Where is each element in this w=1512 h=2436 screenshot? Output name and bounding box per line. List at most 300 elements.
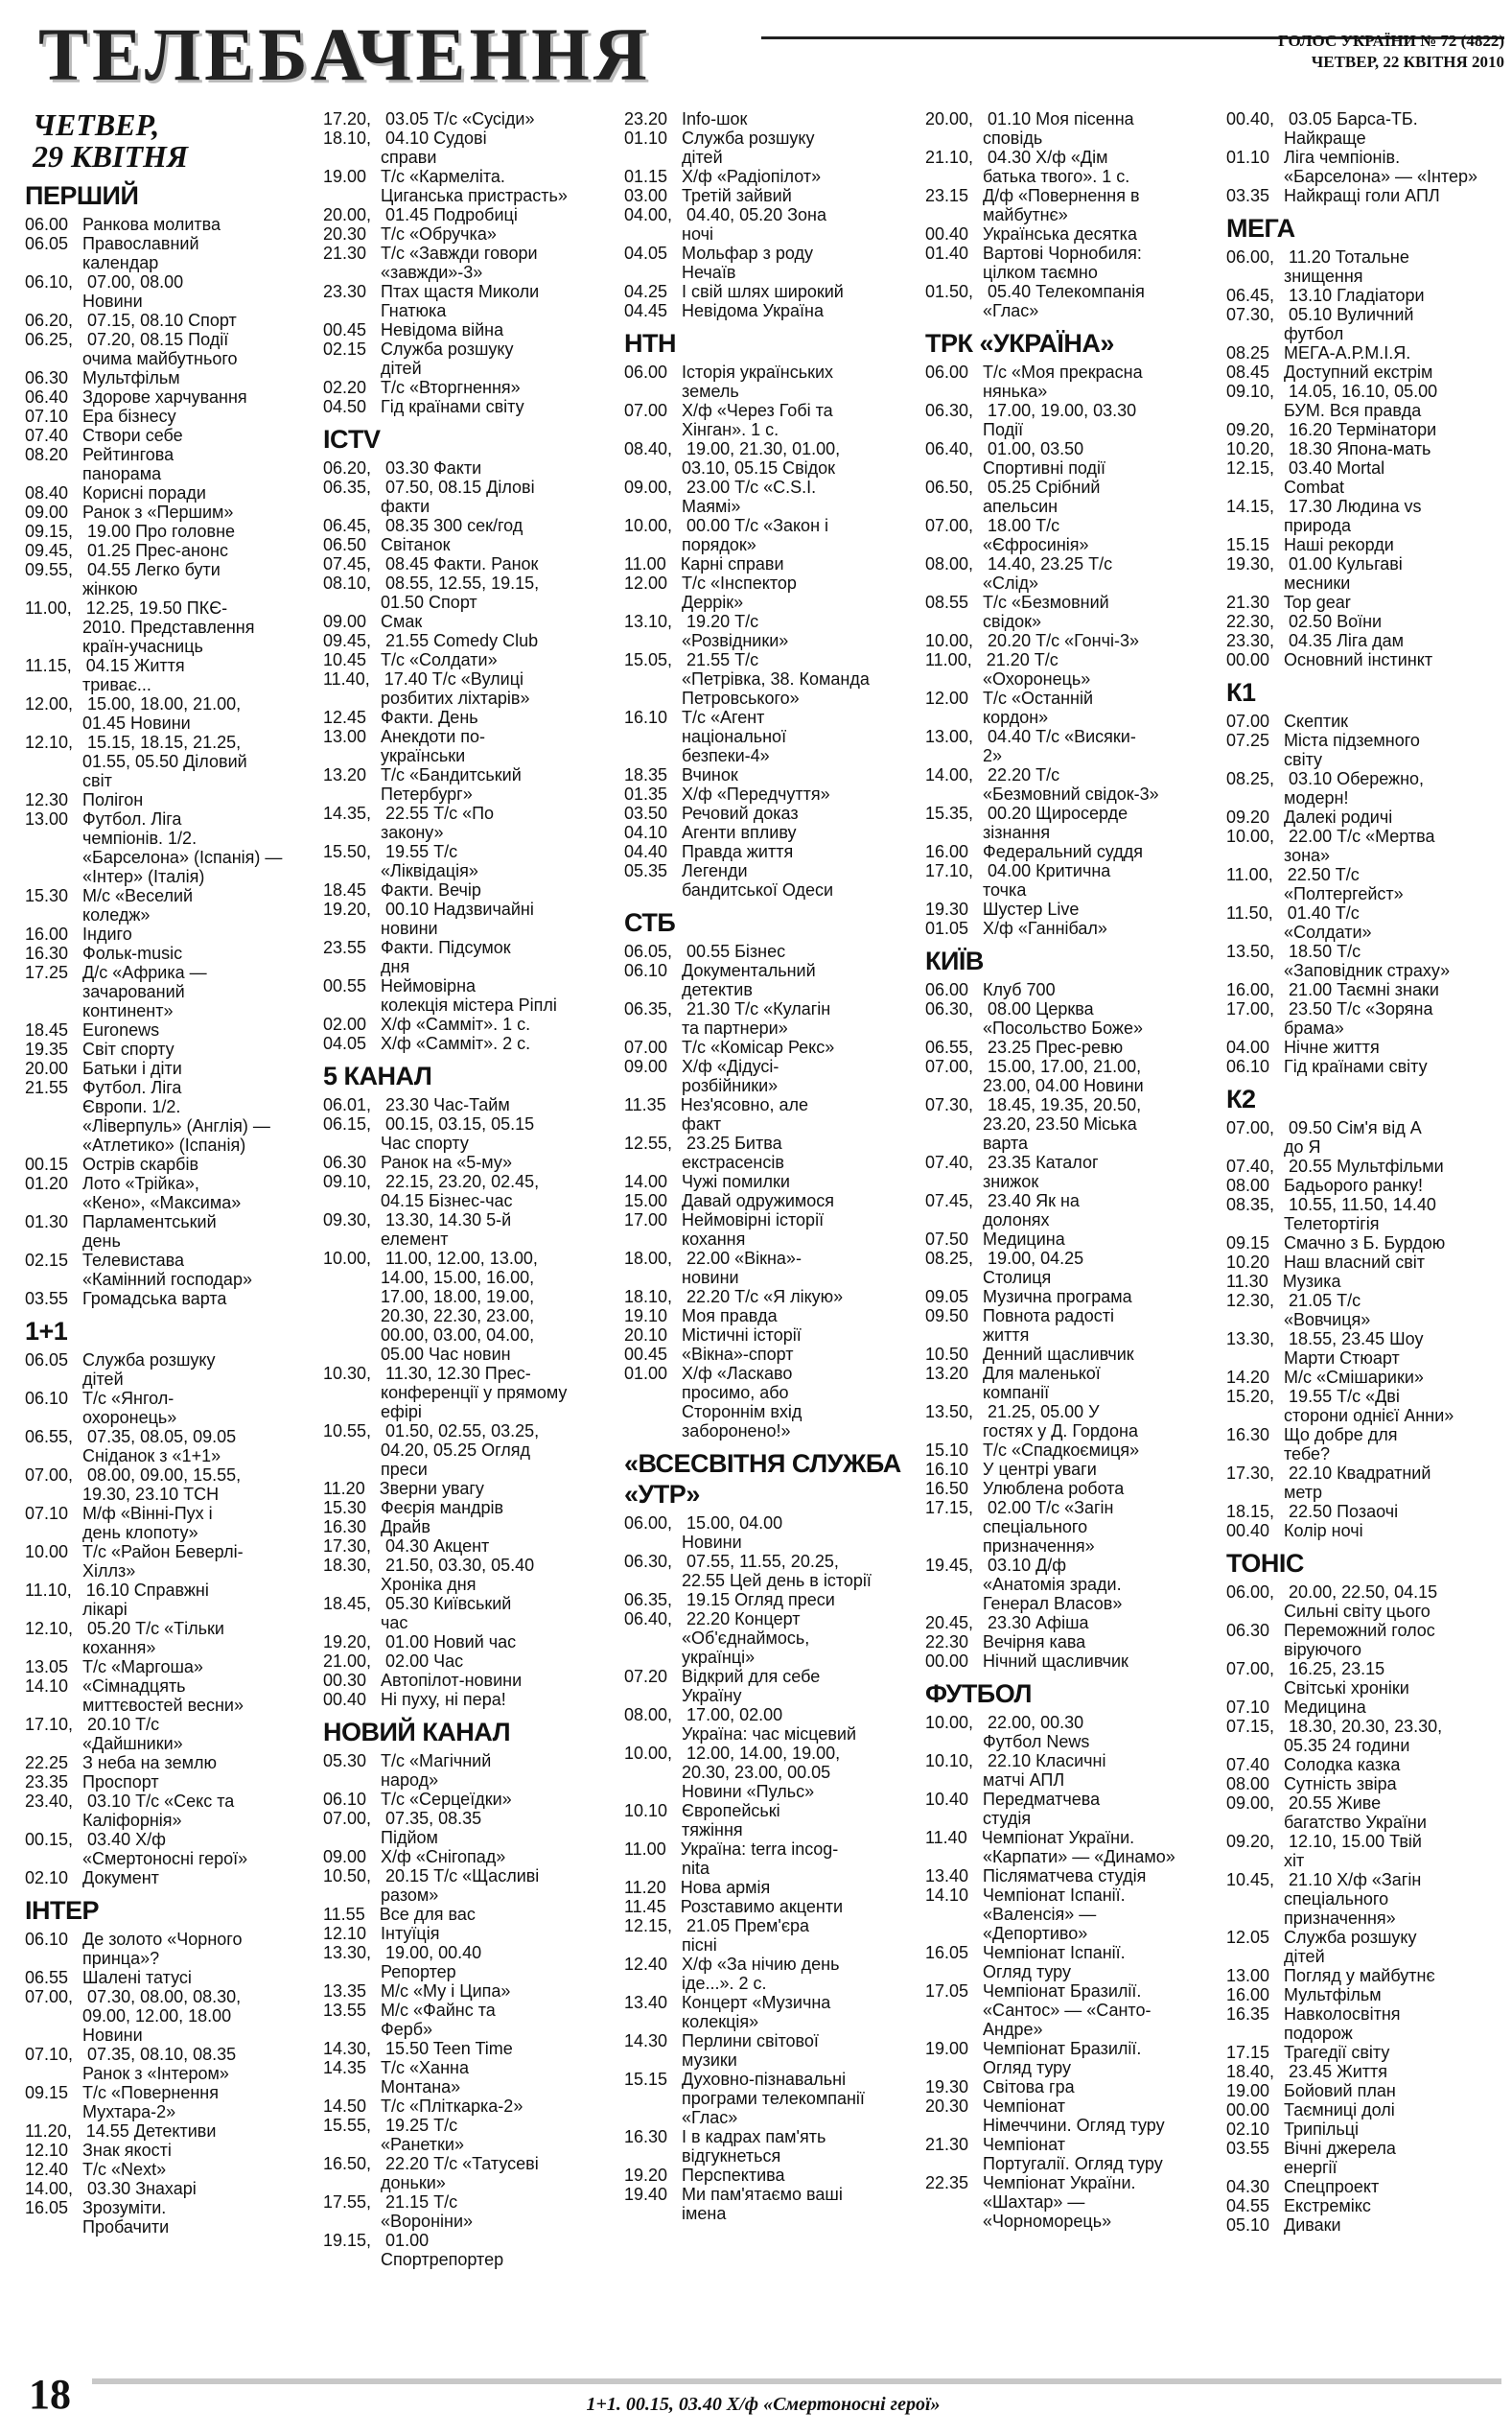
program-entry: 13.40 Післяматчева студія (925, 1866, 1147, 1886)
channel-name: НТН (624, 329, 676, 358)
program-entry: 12.10, 05.20 Т/с «Тільки кохання» (25, 1619, 224, 1657)
program-entry: 06.35, 07.50, 08.15 Ділові факти (323, 478, 535, 516)
program-entry: 12.30 Полігон (25, 790, 144, 809)
program-entry: 09.15, 19.00 Про головне (25, 522, 236, 541)
program-entry: 01.10 Служба розшуку дітей (624, 129, 815, 167)
program-entry: 15.30 М/с «Веселий коледж» (25, 886, 194, 925)
channel-block (1226, 213, 1501, 669)
program-entry: 05.30 Т/с «Магічний народ» (323, 1751, 492, 1790)
program-entry: 06.55 Шалені татусі (25, 1968, 192, 1987)
program-entry: 06.55, 23.25 Прес-ревю (925, 1038, 1124, 1057)
program-entry: 02.20 Т/с «Вторгнення» (323, 378, 521, 397)
program-entry: 00.00 Основний інстинкт (1226, 650, 1433, 669)
program-entry: 02.00 Х/ф «Самміт». 1 с. (323, 1015, 531, 1034)
program-entry: 15.50, 19.55 Т/с «Ліквідація» (323, 842, 478, 880)
program-entry: 06.45, 08.35 300 сек/год (323, 516, 523, 535)
program-entry: 11.20, 14.55 Детективи (25, 2121, 217, 2141)
program-entry: 09.20, 16.20 Термінатори (1226, 420, 1437, 439)
program-entry: 20.00, 01.10 Моя пісенна сповідь (925, 109, 1134, 148)
program-entry: 06.10 Документальний детектив (624, 961, 816, 999)
program-entry: 21.30 Чемпіонат Португалії. Огляд туру (925, 2135, 1163, 2173)
program-entry: 12.05 Служба розшуку дітей (1226, 1928, 1417, 1966)
program-entry: 16.30 І в кадрах пам'ять відгукнеться (624, 2127, 826, 2166)
program-entry: 17.15, 02.00 Т/с «Загін спеціального призначення» (925, 1498, 1114, 1556)
program-entry: 20.30 Т/с «Обручка» (323, 224, 497, 244)
program-entry: 08.25, 19.00, 04.25 Столиця (925, 1249, 1084, 1287)
program-entry: 01.35 Х/ф «Передчуття» (624, 785, 830, 804)
day-heading-weekday: ЧЕТВЕР, (33, 109, 160, 142)
program-entry: 17.10, 04.00 Критична точка (925, 861, 1111, 900)
channel-block (323, 109, 614, 416)
program-entry: 23.40, 03.10 Т/с «Секс та Каліфорнія» (25, 1792, 235, 1830)
program-entry: 19.20, 01.00 Новий час (323, 1632, 517, 1651)
program-entry: 11.40 Чемпіонат України. «Карпати» — «Динамо» (925, 1828, 1175, 1866)
program-entry: 00.40 Колір ночі (1226, 1521, 1363, 1540)
channel-block (1226, 1084, 1501, 1540)
program-entry: 06.00, 20.00, 22.50, 04.15 Сильні світу цього (1226, 1582, 1438, 1621)
program-entry: 06.01, 23.30 Час-Тайм (323, 1095, 510, 1114)
program-entry: 04.50 Гід країнами світу (323, 397, 524, 416)
program-entry: 12.45 Факти. День (323, 708, 478, 727)
program-entry: 15.05, 21.55 Т/с «Петрівка, 38. Команда Петровського» (624, 650, 870, 708)
program-entry: 13.30, 18.55, 23.45 Шоу Марти Стюарт (1226, 1329, 1424, 1368)
program-entry: 19.30 Світова гра (925, 2077, 1075, 2096)
program-entry: 16.00, 21.00 Таємні знаки (1226, 980, 1439, 999)
program-entry: 07.15, 18.30, 20.30, 23.30, 05.35 24 години (1226, 1717, 1443, 1755)
program-entry: 09.05 Музична програма (925, 1287, 1132, 1306)
program-entry: 00.45 «Вікна»-спорт (624, 1345, 794, 1364)
section-title: ТЕЛЕБАЧЕННЯ (38, 12, 652, 96)
program-entry: 07.00, 07.30, 08.00, 08.30, 09.00, 12.00, 18.00 Новини (25, 1987, 242, 2045)
channel-block (25, 180, 313, 1308)
program-entry: 08.00 Сутність звіра (1226, 1774, 1397, 1793)
program-entry: 13.55 М/с «Файнс та Ферб» (323, 2001, 496, 2039)
issue-info (1278, 31, 1504, 73)
program-entry: 12.40 Х/ф «За нічию день іде...». 2 с. (624, 1955, 840, 1993)
program-entry: 01.50, 05.40 Телекомпанія «Глас» (925, 282, 1145, 320)
program-entry: 07.25 Міста підземного світу (1226, 731, 1420, 769)
program-entry: 13.00 Погляд у майбутнє (1226, 1966, 1435, 1985)
program-entry: 07.00, 09.50 Сім'я від А до Я (1226, 1118, 1422, 1157)
program-entry: 23.20 Info-шок (624, 109, 748, 129)
program-entry: 09.00 Ранок з «Першим» (25, 503, 234, 522)
program-entry: 10.00, 11.00, 12.00, 13.00, 14.00, 15.00, 16.00, 17.00, 18.00, 19.00, 20.30, 22.30, 23.00, 00.00, 03.00, 04.00, 05.00 Час новин (323, 1249, 538, 1364)
channel-block (1226, 677, 1501, 1076)
program-entry: 13.20 Для маленької компанії (925, 1364, 1101, 1402)
program-entry: 06.15, 00.15, 03.15, 05.15 Час спорту (323, 1114, 535, 1153)
program-entry: 04.25 І свій шлях широкий (624, 282, 844, 301)
program-entry: 12.15, 21.05 Прем'єра пісні (624, 1916, 810, 1955)
program-entry: 02.10 Документ (25, 1868, 159, 1887)
channel-name: СТБ (624, 908, 676, 937)
program-entry: 09.00 Смак (323, 612, 423, 631)
program-entry: 07.10 Медицина (1226, 1698, 1366, 1717)
program-entry: 15.20, 19.55 Т/с «Дві сторони однієї Анни» (1226, 1387, 1454, 1425)
program-entry: 06.40, 22.20 Концерт «Об'єднаймось, українці» (624, 1609, 810, 1667)
channel-name: К2 (1226, 1085, 1256, 1113)
program-entry: 09.45, 01.25 Прес-анонс (25, 541, 228, 560)
program-entry: 06.00 Історія українських земель (624, 363, 834, 401)
program-entry: 06.50, 05.25 Срібний апельсин (925, 478, 1101, 516)
channel-block (25, 1895, 313, 2237)
channel-name: 1+1 (25, 1317, 68, 1346)
program-entry: 23.55 Факти. Підсумок дня (323, 938, 511, 976)
program-entry: 06.30, 08.00 Церква «Посольство Боже» (925, 999, 1143, 1038)
program-entry: 10.00, 20.20 Т/с «Гончі-3» (925, 631, 1139, 650)
program-entry: 14.00 Чужі помилки (624, 1172, 790, 1191)
program-entry: 06.30 Мультфільм (25, 368, 180, 387)
program-entry: 09.00, 23.00 Т/с «C.S.I. Маямі» (624, 478, 817, 516)
program-entry: 07.40, 23.35 Каталог знижок (925, 1153, 1099, 1191)
program-entry: 17.25 Д/с «Африка — зачарований континент» (25, 963, 207, 1020)
program-entry: 12.15, 03.40 Mortal Combat (1226, 458, 1385, 497)
program-entry: 16.00 Мультфільм (1226, 1985, 1382, 2004)
program-entry: 06.30 Переможний голос віруючого (1226, 1621, 1435, 1659)
program-entry: 08.00 Бадьорого ранку! (1226, 1176, 1424, 1195)
program-entry: 12.40 Т/с «Next» (25, 2160, 167, 2179)
issue-number: ГОЛОС УКРАЇНИ № 72 (4822) (1278, 32, 1504, 50)
masthead (33, 13, 1504, 96)
program-entry: 21.55 Футбол. Ліга Європи. 1/2. «Ліверпуль» (Англія) — «Атлетико» (Іспанія) (25, 1078, 270, 1155)
program-entry: 18.40, 23.45 Життя (1226, 2062, 1388, 2081)
program-entry: 10.55, 01.50, 02.55, 03.25, 04.20, 05.25 Огляд преси (323, 1421, 540, 1479)
tv-listings (25, 109, 1501, 2355)
channel-name: 5 КАНАЛ (323, 1062, 432, 1090)
program-entry: 15.15 Наші рекорди (1226, 535, 1394, 554)
program-entry: 13.05 Т/с «Маргоша» (25, 1657, 203, 1676)
program-entry: 15.30 Феєрія мандрів (323, 1498, 504, 1517)
program-entry: 22.30, 02.50 Воїни (1226, 612, 1383, 631)
program-entry: 19.00 Чемпіонат Бразилії. Огляд туру (925, 2039, 1142, 2077)
program-entry: 16.10 Т/с «Агент національної безпеки-4» (624, 708, 787, 765)
column-1 (25, 109, 313, 2355)
program-entry: 07.00 Т/с «Комісар Рекс» (624, 1038, 835, 1057)
program-entry: 09.30, 13.30, 14.30 5-й елемент (323, 1210, 512, 1249)
program-entry: 04.00 Нічне життя (1226, 1038, 1380, 1057)
program-entry: 21.10, 04.30 Х/ф «Дім батька твого». 1 с. (925, 148, 1130, 186)
program-entry: 11.00, 12.25, 19.50 ПКЄ- 2010. Представлення країн-учасниць (25, 598, 255, 656)
channel-name: ICTV (323, 425, 381, 454)
program-entry: 19.10 Моя правда (624, 1306, 778, 1325)
program-entry: 09.50 Повнота радості життя (925, 1306, 1114, 1345)
program-entry: 17.20, 03.05 Т/с «Сусіди» (323, 109, 535, 129)
program-entry: 16.50 Улюблена робота (925, 1479, 1125, 1498)
program-entry: 01.30 Парламентський день (25, 1212, 217, 1251)
program-entry: 11.00, 21.20 Т/с «Охоронець» (925, 650, 1091, 689)
program-entry: 19.40 Ми пам'ятаємо ваші імена (624, 2185, 843, 2223)
program-entry: 21.30 Т/с «Завжди говори «завжди»-3» (323, 244, 538, 282)
program-entry: 06.30, 07.55, 11.55, 20.25, 22.55 Цей день в історії (624, 1552, 872, 1590)
program-entry: 10.00 Т/с «Район Беверлі- Хіллз» (25, 1542, 244, 1581)
program-entry: 22.25 З неба на землю (25, 1753, 217, 1772)
program-entry: 06.00 Ранкова молитва (25, 215, 221, 234)
program-entry: 16.30 Драйв (323, 1517, 430, 1536)
program-entry: 13.10, 19.20 Т/с «Розвідники» (624, 612, 789, 650)
channel-name: ТРК «УКРАЇНА» (925, 329, 1114, 358)
program-entry: 06.40, 01.00, 03.50 Спортивні події (925, 439, 1106, 478)
program-entry: 06.20, 07.15, 08.10 Спорт (25, 311, 237, 330)
program-entry: 09.20 Далекі родичі (1226, 808, 1393, 827)
column-2 (323, 109, 614, 2355)
program-entry: 10.00, 00.00 Т/с «Закон і порядок» (624, 516, 829, 554)
program-entry: 19.30 Шустер Live (925, 900, 1080, 919)
program-entry: 05.10 Диваки (1226, 2215, 1341, 2235)
program-entry: 16.30 Фольк-music (25, 944, 183, 963)
program-entry: 07.40, 20.55 Мультфільми (1226, 1157, 1444, 1176)
program-entry: 12.00, 15.00, 18.00, 21.00, 01.45 Новини (25, 694, 242, 733)
program-entry: 06.55, 07.35, 08.05, 09.05 Сніданок з «1+1» (25, 1427, 237, 1465)
program-entry: 07.10, 07.35, 08.10, 08.35 Ранок з «Інтером» (25, 2045, 237, 2083)
program-entry: 06.00, 15.00, 04.00 Новини (624, 1513, 783, 1552)
program-entry: 17.15 Трагедії світу (1226, 2043, 1390, 2062)
program-entry: 23.35 Проспорт (25, 1772, 159, 1792)
program-entry: 12.30, 21.05 Т/с «Вовчиця» (1226, 1291, 1371, 1329)
program-entry: 06.10 Де золото «Чорного принца»? (25, 1930, 243, 1968)
program-entry: 05.35 Легенди бандитської Одеси (624, 861, 834, 900)
program-entry: 11.15, 04.15 Життя триває... (25, 656, 185, 694)
program-entry: 23.30, 04.35 Ліга дам (1226, 631, 1404, 650)
program-entry: 11.30 Музика (1226, 1272, 1341, 1291)
program-entry: 21.00, 02.00 Час (323, 1651, 464, 1671)
program-entry: 08.35, 10.55, 11.50, 14.40 Телетортігія (1226, 1195, 1436, 1233)
program-entry: 11.00, 22.50 Т/с «Полтергейст» (1226, 865, 1404, 903)
program-entry: 06.45, 13.10 Гладіатори (1226, 286, 1425, 305)
program-entry: 10.00, 22.00 Т/с «Мертва зона» (1226, 827, 1435, 865)
program-entry: 19.00 Бойовий план (1226, 2081, 1396, 2100)
program-entry: 13.40 Концерт «Музична колекція» (624, 1993, 831, 2031)
program-entry: 10.00, 12.00, 14.00, 19.00, 20.30, 23.00, 00.05 Новини «Пульс» (624, 1744, 841, 1801)
program-entry: 06.00 Клуб 700 (925, 980, 1056, 999)
program-entry: 11.00 Україна: terra incog- nita (624, 1839, 839, 1878)
program-entry: 06.05 Служба розшуку дітей (25, 1350, 216, 1389)
channel-name: «ВСЕСВІТНЯ СЛУЖБА «УТР» (624, 1449, 901, 1509)
program-entry: 06.35, 19.15 Огляд преси (624, 1590, 835, 1609)
program-entry: 10.50 Денний щасливчик (925, 1345, 1134, 1364)
program-entry: 11.00 Карні справи (624, 554, 784, 574)
program-entry: 09.45, 21.55 Comedy Club (323, 631, 539, 650)
program-entry: 09.10, 22.15, 23.20, 02.45, 04.15 Бізнес-час (323, 1172, 540, 1210)
channel-block (624, 328, 915, 900)
program-entry: 19.00 Т/с «Кармеліта. Циганська пристрасть» (323, 167, 568, 205)
program-entry: 07.00, 15.00, 17.00, 21.00, 23.00, 04.00 Новини (925, 1057, 1144, 1095)
channel-block (1226, 109, 1501, 205)
program-entry: 13.30, 19.00, 00.40 Репортер (323, 1943, 482, 1981)
program-entry: 13.00 Анекдоти по- українськи (323, 727, 486, 765)
program-entry: 10.20 Наш власний світ (1226, 1253, 1426, 1272)
program-entry: 07.00, 08.00, 09.00, 15.55, 19.30, 23.10 ТСН (25, 1465, 242, 1504)
program-entry: 10.20, 18.30 Япона-мать (1226, 439, 1431, 458)
program-entry: 17.30, 22.10 Квадратний метр (1226, 1464, 1431, 1502)
program-entry: 17.10, 20.10 Т/с «Дайшники» (25, 1715, 183, 1753)
program-entry: 08.25 МЕГА-А.Р.М.І.Я. (1226, 343, 1411, 363)
program-entry: 13.00 Футбол. Ліга чемпіонів. 1/2. «Барселона» (Іспанія) — «Інтер» (Італія) (25, 809, 283, 886)
program-entry: 08.10, 08.55, 12.55, 19.15, 01.50 Спорт (323, 574, 540, 612)
channel-block (323, 1061, 614, 1709)
program-entry: 16.10 У центрі уваги (925, 1460, 1097, 1479)
program-entry: 00.00 Нічний щасливчик (925, 1651, 1128, 1671)
program-entry: 13.50, 21.25, 05.00 У гостях у Д. Гордона (925, 1402, 1138, 1441)
program-entry: 06.30 Ранок на «5-му» (323, 1153, 513, 1172)
program-entry: 07.00 Скептик (1226, 712, 1349, 731)
program-entry: 10.30, 11.30, 12.30 Прес- конференції у прямому ефірі (323, 1364, 568, 1421)
program-entry: 07.45, 23.40 Як на долонях (925, 1191, 1080, 1230)
program-entry: 00.40, 03.05 Барса-ТБ. Найкраще (1226, 109, 1418, 148)
channel-block (925, 328, 1216, 938)
program-entry: 14.15, 17.30 Людина vs природа (1226, 497, 1422, 535)
program-entry: 00.40 Ні пуху, ні пера! (323, 1690, 506, 1709)
program-entry: 06.00 Т/с «Моя прекрасна нянька» (925, 363, 1143, 401)
program-entry: 17.55, 21.15 Т/с «Вороніни» (323, 2192, 474, 2231)
program-entry: 07.00, 18.00 Т/с «Єфросинія» (925, 516, 1089, 554)
program-entry: 14.00, 03.30 Знахарі (25, 2179, 197, 2198)
program-entry: 07.10 М/ф «Вінні-Пух і день клопоту» (25, 1504, 213, 1542)
program-entry: 06.20, 03.30 Факти (323, 458, 482, 478)
program-entry: 12.00 Т/с «Останній кордон» (925, 689, 1094, 727)
program-entry: 12.10 Знак якості (25, 2141, 172, 2160)
program-entry: 00.15, 03.40 Х/ф «Смертоносні герої» (25, 1830, 248, 1868)
program-entry: 02.15 Служба розшуку дітей (323, 340, 514, 378)
program-entry: 08.55 Т/с «Безмовний свідок» (925, 593, 1109, 631)
program-entry: 10.40 Передматчева студія (925, 1790, 1101, 1828)
program-entry: 11.55 Все для вас (323, 1905, 476, 1924)
program-entry: 11.50, 01.40 Т/с «Солдати» (1226, 903, 1372, 942)
program-entry: 07.40 Створи себе (25, 426, 183, 445)
program-entry: 23.30 Птах щастя Миколи Гнатюка (323, 282, 540, 320)
program-entry: 14.30, 15.50 Teen Time (323, 2039, 513, 2058)
program-entry: 01.10 Ліга чемпіонів. «Барселона» — «Інтер» (1226, 148, 1477, 186)
program-entry: 03.50 Речовий доказ (624, 804, 799, 823)
program-entry: 08.45 Доступний екстрім (1226, 363, 1433, 382)
program-entry: 16.05 Зрозуміти. Пробачити (25, 2198, 170, 2237)
channel-name: ФУТБОЛ (925, 1679, 1032, 1708)
program-entry: 17.05 Чемпіонат Бразилії. «Сантос» — «Санто- Андре» (925, 1981, 1151, 2039)
program-entry: 18.45 Euronews (25, 1020, 160, 1040)
program-entry: 13.50, 18.50 Т/с «Заповідник страху» (1226, 942, 1451, 980)
program-entry: 14.35, 22.55 Т/с «По закону» (323, 804, 495, 842)
program-entry: 07.30, 18.45, 19.35, 20.50, 23.20, 23.50 Міська варта (925, 1095, 1142, 1153)
channel-name: ІНТЕР (25, 1896, 100, 1925)
program-entry: 18.10, 22.20 Т/с «Я лікую» (624, 1287, 844, 1306)
program-entry: 12.10 Інтуїція (323, 1924, 440, 1943)
program-entry: 23.15 Д/ф «Повернення в майбутнє» (925, 186, 1140, 224)
program-entry: 06.25, 07.20, 08.15 Події очима майбутнього (25, 330, 238, 368)
program-entry: 15.55, 19.25 Т/с «Ранетки» (323, 2116, 464, 2154)
program-entry: 09.10, 14.05, 16.10, 05.00 БУМ. Вся правда (1226, 382, 1438, 420)
program-entry: 09.00 Х/ф «Снігопад» (323, 1847, 506, 1866)
program-entry: 13.00, 04.40 Т/с «Висяки- 2» (925, 727, 1136, 765)
program-entry: 18.00, 22.00 «Вікна»- новини (624, 1249, 802, 1287)
program-entry: 16.00 Індиго (25, 925, 132, 944)
program-entry: 01.05 Х/ф «Ганнібал» (925, 919, 1107, 938)
program-entry: 04.05 Х/ф «Самміт». 2 с. (323, 1034, 531, 1053)
program-entry: 10.10, 22.10 Класичні матчі АПЛ (925, 1751, 1106, 1790)
program-entry: 16.30 Що добре для тебе? (1226, 1425, 1398, 1464)
program-entry: 03.55 Вічні джерела енергії (1226, 2139, 1396, 2177)
program-entry: 07.00 Х/ф «Через Гобі та Хінган». 1 с. (624, 401, 833, 439)
program-entry: 17.00, 23.50 Т/с «Зоряна брама» (1226, 999, 1433, 1038)
page-footer (25, 2369, 1501, 2426)
program-entry: 00.15 Острів скарбів (25, 1155, 199, 1174)
column-5 (1226, 109, 1501, 2355)
program-entry: 10.45 Т/с «Солдати» (323, 650, 498, 669)
channel-block (1226, 1548, 1501, 2235)
footer-note: 1+1. 00.15, 03.40 Х/ф «Смертоносні герої» (586, 2394, 941, 2415)
program-entry: 07.10 Ера бізнесу (25, 407, 176, 426)
program-entry: 09.15 Т/с «Повернення Мухтара-2» (25, 2083, 219, 2121)
program-entry: 10.10 Європейські тяжіння (624, 1801, 780, 1839)
channel-block (925, 109, 1216, 320)
channel-block (624, 1448, 915, 2223)
issue-date: ЧЕТВЕР, 22 КВІТНЯ 2010 (1311, 53, 1504, 71)
program-entry: 01.20 Лото «Трійка», «Кено», «Максима» (25, 1174, 242, 1212)
program-entry: 06.35, 21.30 Т/с «Кулагін та партнери» (624, 999, 831, 1038)
program-entry: 00.30 Автопілот-новини (323, 1671, 523, 1690)
program-entry: 14.30 Перлини світової музики (624, 2031, 819, 2070)
channel-name: КИЇВ (925, 947, 984, 975)
program-entry: 11.35 Нез'ясовно, але факт (624, 1095, 809, 1134)
program-entry: 06.05, 00.55 Бізнес (624, 942, 786, 961)
program-entry: 01.00 Х/ф «Ласкаво просимо, або Стороннім вхід заборонено!» (624, 1364, 803, 1441)
column-4 (925, 109, 1216, 2355)
channel-name: К1 (1226, 678, 1256, 707)
program-entry: 11.20 Нова армія (624, 1878, 771, 1897)
program-entry: 06.05 Православний календар (25, 234, 199, 272)
program-entry: 22.35 Чемпіонат України. «Шахтар» — «Чорноморець» (925, 2173, 1136, 2231)
program-entry: 01.40 Вартові Чорнобиля: цілком таємно (925, 244, 1142, 282)
program-entry: 21.30 Top gear (1226, 593, 1351, 612)
program-entry: 16.35 Навколосвітня подорож (1226, 2004, 1401, 2043)
program-entry: 20.00, 01.45 Подробиці (323, 205, 518, 224)
program-entry: 08.40 Корисні поради (25, 483, 206, 503)
channel-name: МЕГА (1226, 214, 1295, 243)
program-entry: 08.25, 03.10 Обережно, модерн! (1226, 769, 1425, 808)
program-entry: 18.10, 04.10 Судові справи (323, 129, 487, 167)
program-entry: 11.45 Розставимо акценти (624, 1897, 844, 1916)
program-entry: 14.00, 22.20 Т/с «Безмовний свідок-3» (925, 765, 1159, 804)
program-entry: 19.15, 01.00 Спортрепортер (323, 2231, 504, 2269)
day-heading (33, 109, 313, 173)
program-entry: 07.45, 08.45 Факти. Ранок (323, 554, 539, 574)
program-entry: 19.35 Світ спорту (25, 1040, 174, 1059)
program-entry: 01.15 Х/ф «Радіопілот» (624, 167, 822, 186)
program-entry: 18.35 Вчинок (624, 765, 738, 785)
program-entry: 16.05 Чемпіонат Іспанії. Огляд туру (925, 1943, 1126, 1981)
program-entry: 12.00 Т/с «Інспектор Деррік» (624, 574, 797, 612)
program-entry: 16.00 Федеральний суддя (925, 842, 1143, 861)
program-entry: 17.00 Неймовірні історії кохання (624, 1210, 825, 1249)
program-entry: 15.15 Духовно-пізнавальні програми телекомпанії «Глас» (624, 2070, 865, 2127)
program-entry: 19.30, 01.00 Кульгаві месники (1226, 554, 1403, 593)
program-entry: 04.40 Правда життя (624, 842, 794, 861)
program-entry: 07.00, 07.35, 08.35 Підйом (323, 1809, 482, 1847)
program-entry: 22.30 Вечірня кава (925, 1632, 1086, 1651)
day-heading-date: 29 КВІТНЯ (33, 139, 188, 174)
program-entry: 14.50 Т/с «Пліткарка-2» (323, 2096, 523, 2116)
program-entry: 18.15, 22.50 Позаочі (1226, 1502, 1399, 1521)
channel-block (323, 424, 614, 1053)
channel-name: ТОНІС (1226, 1549, 1304, 1578)
program-entry: 06.10 Гід країнами світу (1226, 1057, 1428, 1076)
column-3 (624, 109, 915, 2355)
program-entry: 03.35 Найкращі голи АПЛ (1226, 186, 1440, 205)
program-entry: 00.45 Невідома війна (323, 320, 504, 340)
program-entry: 20.30 Чемпіонат Німеччини. Огляд туру (925, 2096, 1165, 2135)
program-entry: 15.35, 00.20 Щиросерде зізнання (925, 804, 1128, 842)
channel-block (25, 1316, 313, 1887)
program-entry: 14.20 М/с «Смішарики» (1226, 1368, 1424, 1387)
program-entry: 15.10 Т/с «Спадкоємиця» (925, 1441, 1140, 1460)
program-entry: 04.05 Мольфар з роду Нечаїв (624, 244, 813, 282)
